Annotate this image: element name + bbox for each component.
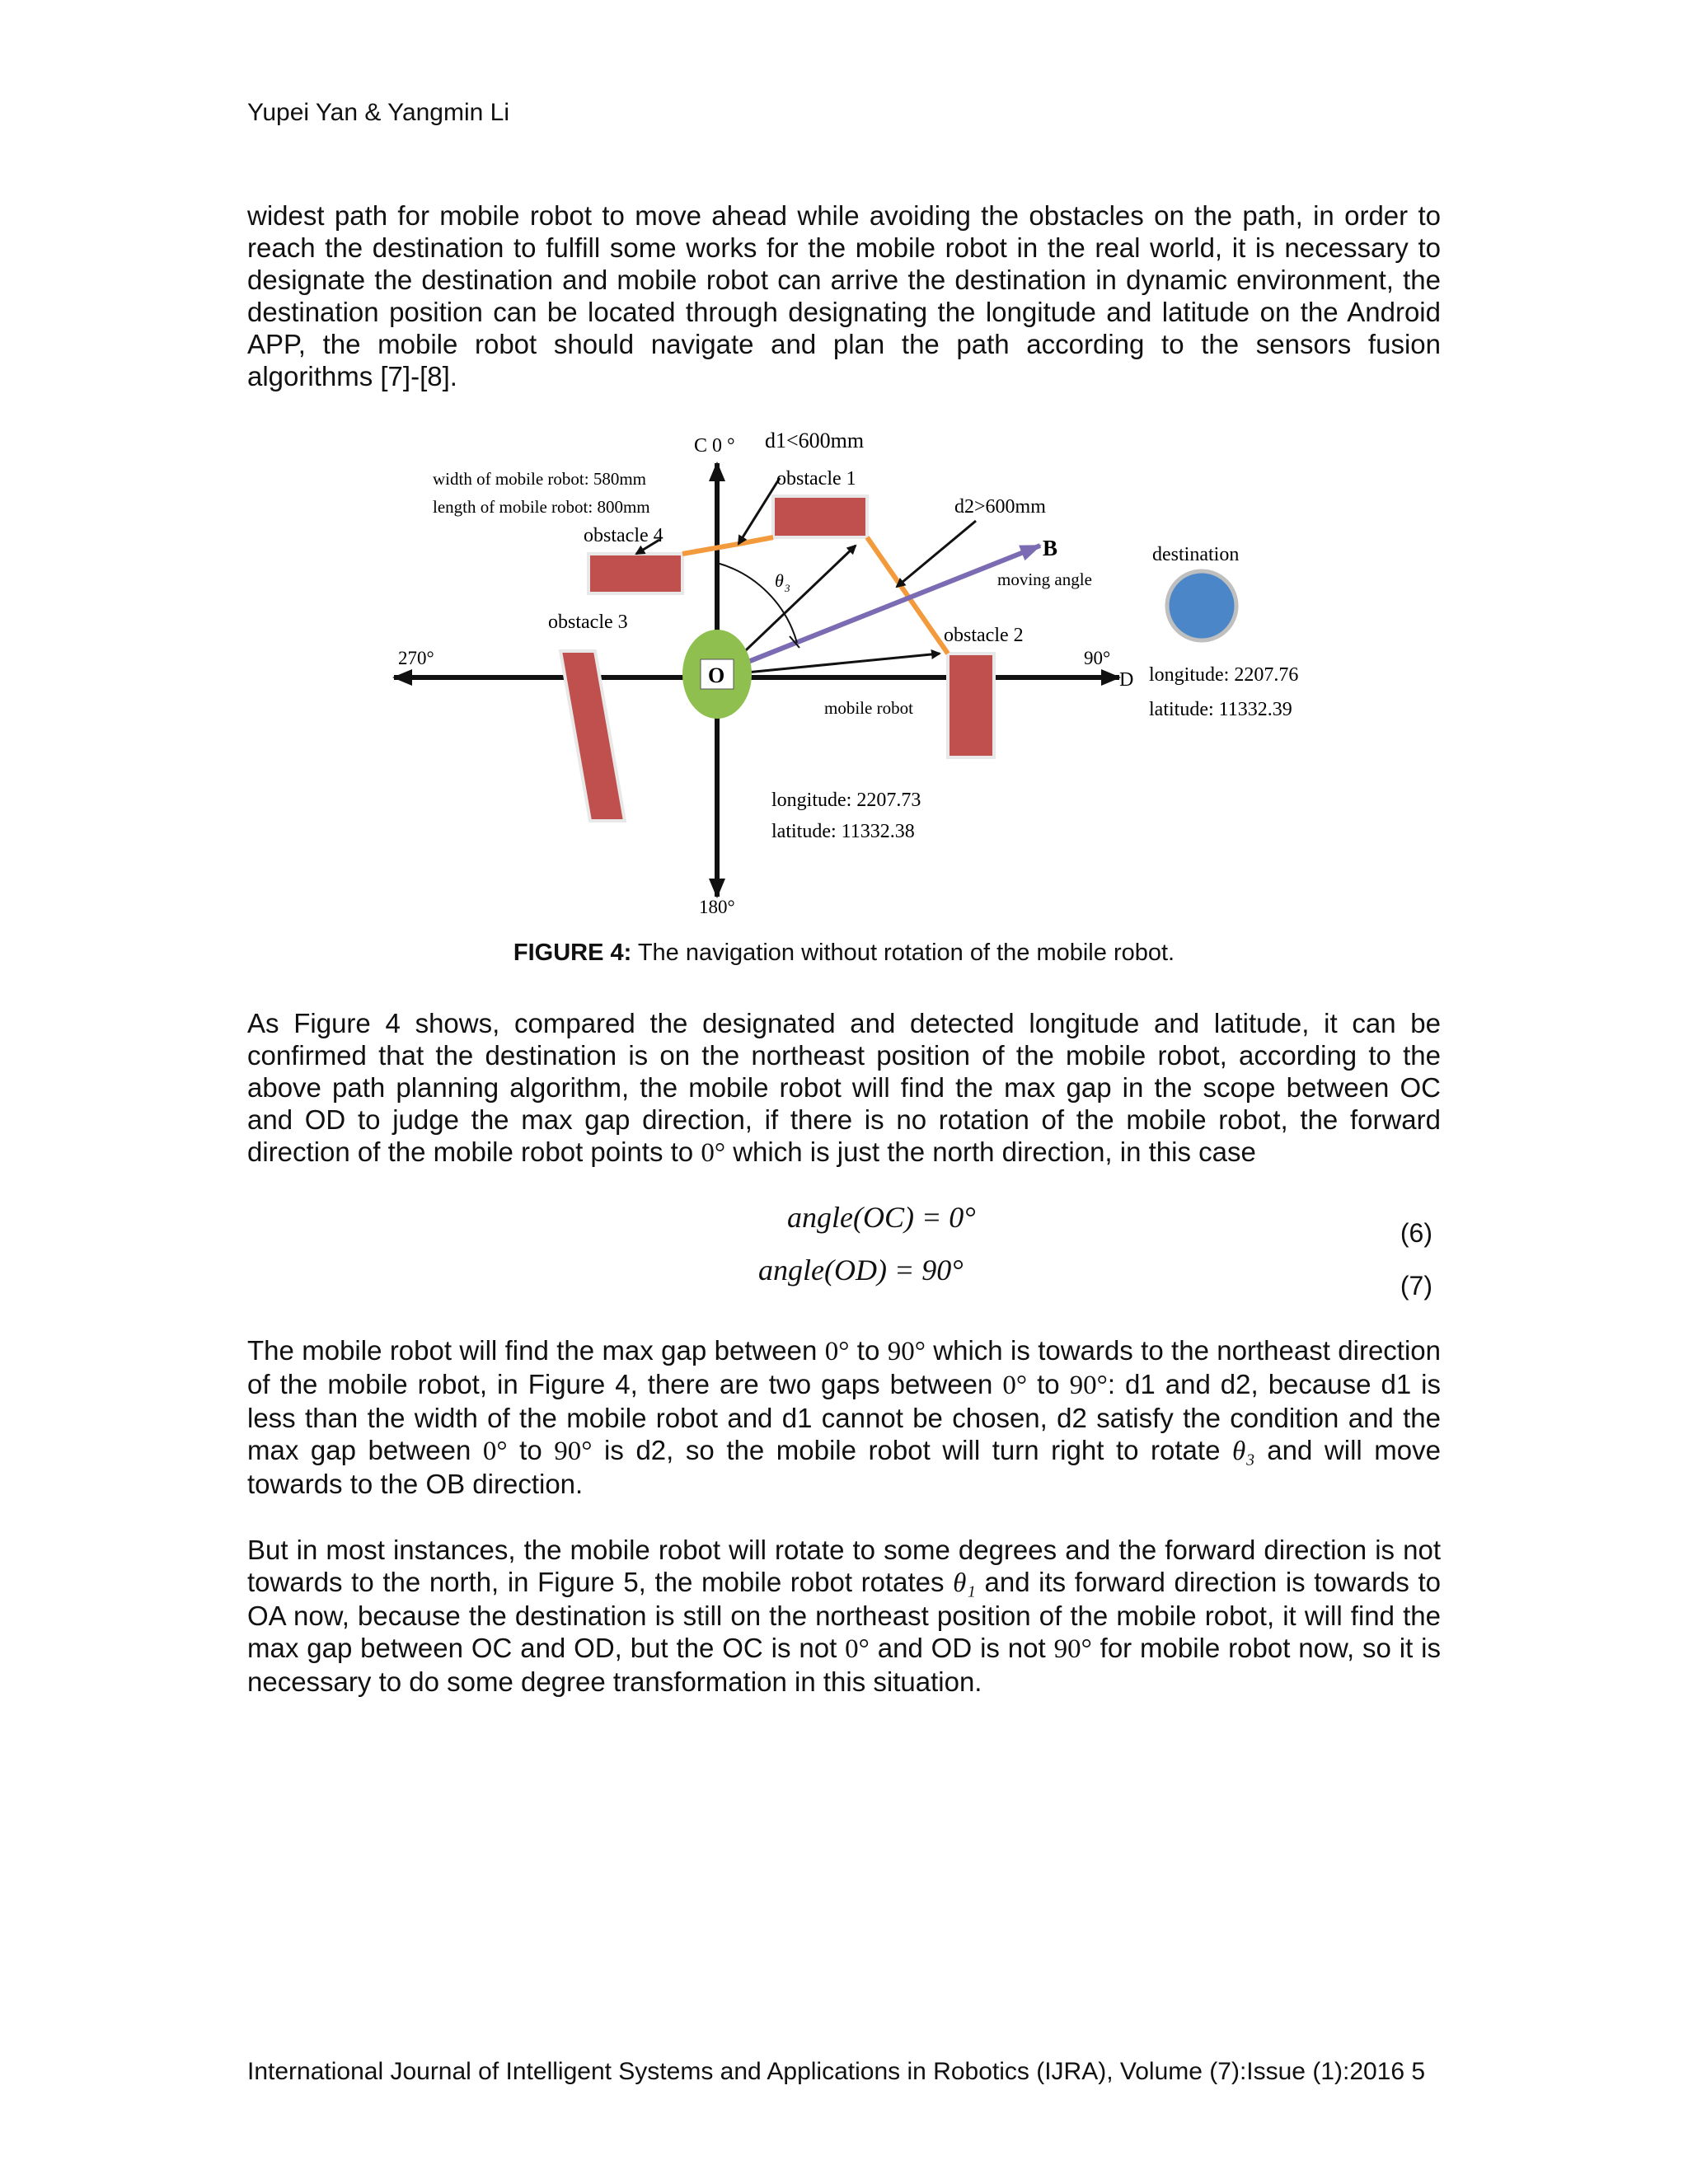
para3-text-1: The mobile robot will find the max gap between [247,1335,825,1366]
equation-6: angle(OC) = 0° [787,1201,976,1234]
para4-text-1: But in most instances, the mobile robot will rotate to some degrees and the forward direction is not towards to the north, in Figure 5, the mobile robot rotates [247,1535,1441,1597]
figure-4-caption [0,940,1688,967]
para4-text-3: and OD is not [869,1633,1054,1663]
label-d1: d1<600mm [765,429,865,452]
running-header: Yupei Yan & Yangmin Li [247,99,510,126]
label-270: 270° [398,648,434,668]
para4-math-2: 0° [845,1634,870,1664]
para3-math-5: 0° [482,1436,508,1466]
para3-math-2: 90° [887,1337,926,1366]
para3-math-6: 90° [554,1436,593,1466]
label-dest-latitude: latitude: 11332.39 [1149,699,1292,720]
para4-text-4: for mobile robot now, so it is necessary to do some degree transformation in this situation. [247,1633,1441,1697]
para3-math-1: 0° [824,1337,850,1366]
para3-text-7: is d2, so the mobile robot will turn right to rotate [592,1435,1233,1465]
paragraph-3 [247,1334,1441,1500]
label-obstacle-4: obstacle 4 [584,525,663,546]
label-mobile-robot: mobile robot [824,698,913,718]
figure-4-caption-label: FIGURE 4: [513,940,632,966]
para3-text-2: to [849,1335,888,1366]
label-robot-longitude: longitude: 2207.73 [771,790,921,811]
label-dest-longitude: longitude: 2207.76 [1149,664,1299,686]
obstacle-1-shape [773,496,867,537]
para3-text-8: and will move towards to the OB direction. [247,1435,1442,1499]
para3-text-6: to [507,1435,555,1465]
para3-math-4: 90° [1069,1371,1108,1400]
label-c0: C 0 ° [694,435,735,457]
para3-text-4: to [1027,1369,1070,1399]
figure-4-diagram [0,412,1688,940]
label-origin-o: O [708,663,725,687]
page-footer: International Journal of Intelligent Systems and Applications in Robotics (IJRA), Volume (7):Issue (1):2016 5 [247,2058,1426,2085]
label-destination: destination [1152,544,1240,565]
para3-text-3: which is towards to the northeast direction of the mobile robot, in Figure 4, there are two gaps between [247,1335,1442,1399]
para2-math-0deg: 0° [701,1138,726,1168]
label-b: B [1043,536,1058,560]
para3-text-5: : d1 and d2, because d1 is less than the width of the mobile robot and d1 cannot be chosen, d2 satisfy the condition and the max gap between [247,1369,1442,1465]
equation-7-number: (7) [1400,1271,1432,1301]
label-theta3-sub: 3 [785,582,790,594]
label-robot-width: width of mobile robot: 580mm [433,469,646,489]
equation-7: angle(OD) = 90° [758,1254,964,1286]
paragraph-4 [247,1534,1441,1698]
label-obstacle-3: obstacle 3 [548,612,628,633]
ray-to-obstacle1 [729,546,856,666]
para3-math-3: 0° [1002,1371,1028,1400]
para2-text-2: which is just the north direction, in this case [725,1137,1256,1167]
paragraph-2 [247,1007,1441,1169]
label-theta3: θ [775,570,784,591]
para3-math-theta3: θ₃ [1232,1436,1255,1466]
equation-6-number: (6) [1400,1218,1432,1248]
label-obstacle-2: obstacle 2 [944,625,1024,646]
label-d: D [1119,669,1134,691]
para4-math-3: 90° [1053,1634,1092,1664]
figure-4-caption-text: The navigation without rotation of the mobile robot. [631,940,1175,966]
label-180: 180° [699,897,735,917]
para4-math-theta1: θ₁ [953,1568,976,1598]
para2-text-1: As Figure 4 shows, compared the designated and detected longitude and latitude, it can be confirmed that the destination is on the northeast position of the mobile robot, according to the above path planning algorithm, the mobile robot will find the max gap in the scope between OC and OD to judge the max gap direction, if there is no rotation of the mobile robot, the forward direction of the mobile robot points to [247,1008,1441,1167]
destination-marker [1167,571,1236,640]
paragraph-1: widest path for mobile robot to move ahead while avoiding the obstacles on the path, in order to reach the destination to fulfill some works for the mobile robot in the real world, it is necessary to designate the destination and mobile robot can arrive the destination in dynamic environment, the destination position can be located through designating the longitude and latitude on the Android APP, the mobile robot should navigate and plan the path according to the sensors fusion algorithms [7]-[8]. [247,200,1441,391]
label-obstacle-1: obstacle 1 [776,468,856,490]
label-robot-latitude: latitude: 11332.38 [771,821,915,842]
label-90: 90° [1084,648,1111,668]
obstacle-2-shape [948,654,994,757]
label-d2: d2>600mm [954,496,1046,518]
theta3-arc [717,563,797,643]
label-robot-length: length of mobile robot: 800mm [433,497,650,517]
label-moving-angle: moving angle [997,569,1092,589]
para4-text-2: and its forward direction is towards to OA now, because the destination is still on the northeast position of the mobile robot, it will find the max gap between OC and OD, but the OC is not [247,1567,1441,1663]
obstacle-4-shape [588,554,682,593]
gap-d1-line [682,537,773,554]
